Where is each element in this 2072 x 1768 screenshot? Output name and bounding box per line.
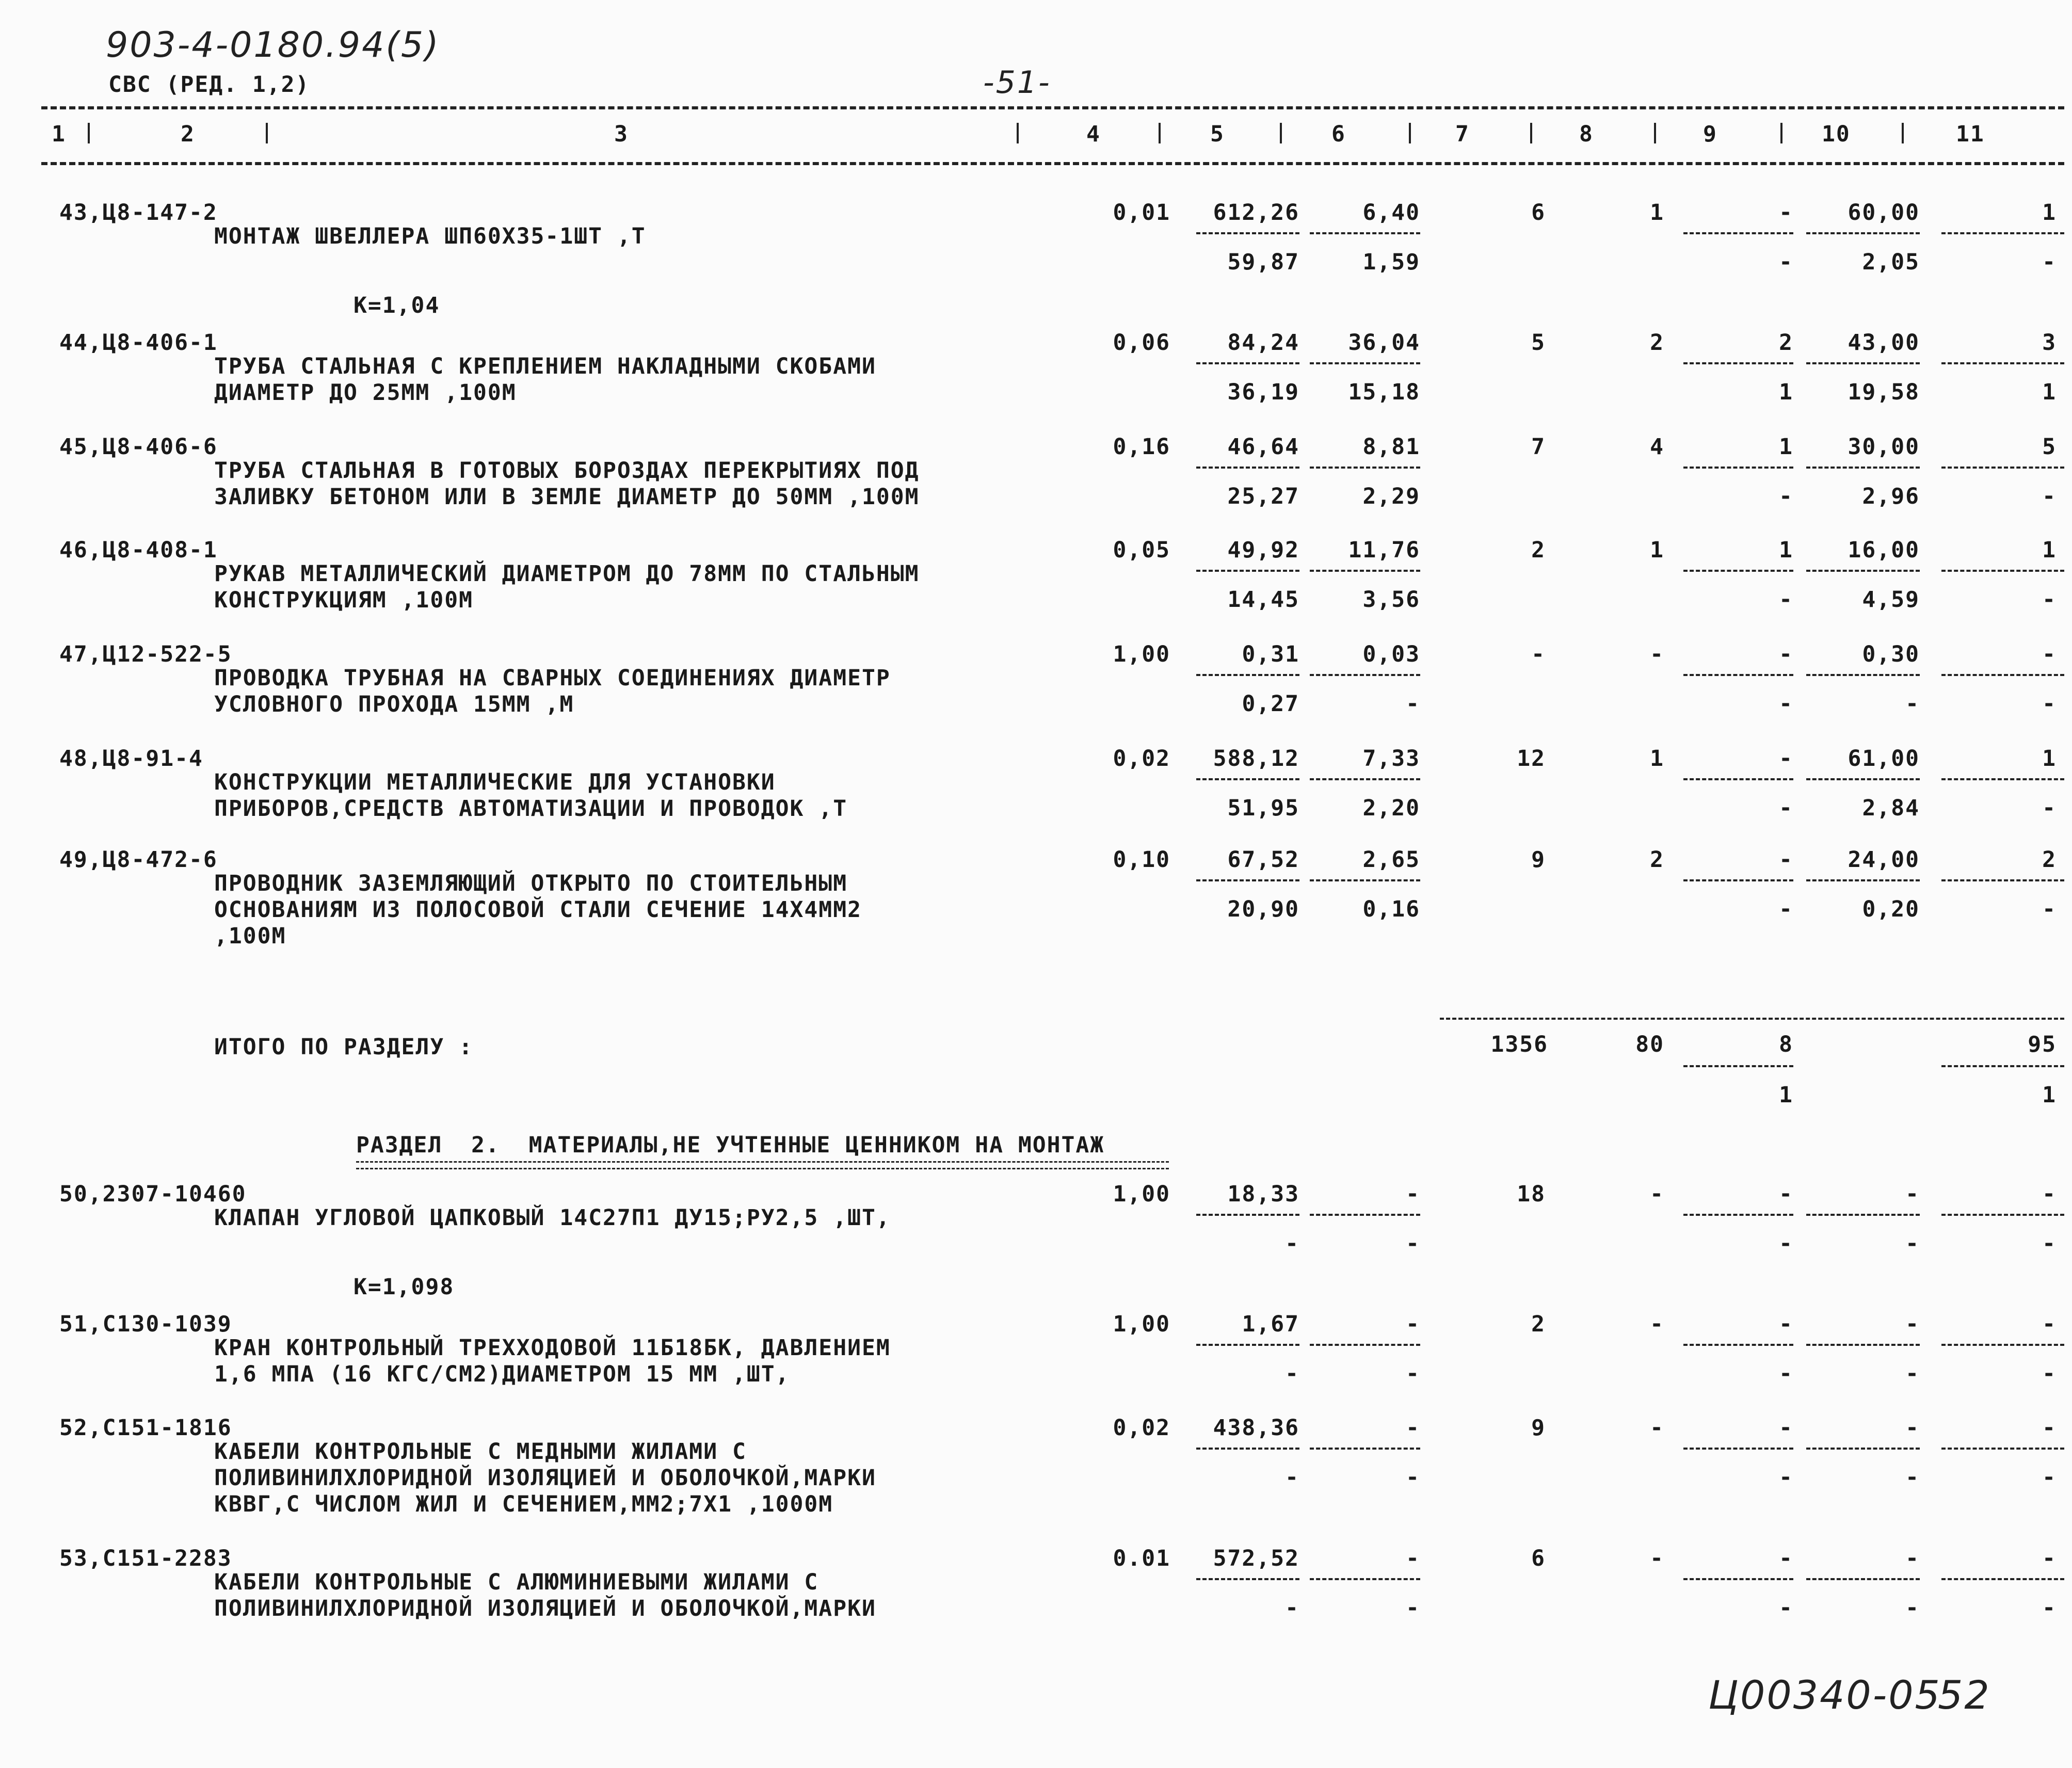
cell-c9: - [1779, 1181, 1793, 1207]
cell-c6: - [1406, 1415, 1420, 1441]
cell-c8: - [1650, 1311, 1664, 1337]
fraction-line-c10 [1806, 1578, 1920, 1580]
cell-c11b: - [2042, 1231, 2057, 1257]
cell-c5b: 0,27 [1242, 691, 1299, 717]
fraction-line-c5 [1196, 362, 1299, 364]
cell-c5b: 14,45 [1227, 587, 1299, 613]
cell-c9: - [1779, 1546, 1793, 1571]
fraction-line-c5 [1196, 778, 1299, 780]
fraction-line-c11 [1941, 1578, 2064, 1580]
cell-c6b: - [1406, 1361, 1420, 1387]
cell-c10b: 4,59 [1862, 587, 1920, 613]
cell-c5b: 51,95 [1227, 795, 1299, 821]
item-description-line: ТРУБА СТАЛЬНАЯ В ГОТОВЫХ БОРОЗДАХ ПЕРЕКРЫТИЯХ ПОД [214, 458, 920, 484]
cell-c11: 1 [2042, 746, 2057, 772]
total-c8: 80 [1635, 1032, 1664, 1057]
item-description-line: ПРОВОДНИК ЗАЗЕМЛЯЮЩИЙ ОТКРЫТО ПО СТОИТЕЛЬНЫМ [214, 871, 848, 896]
cell-c5b: - [1285, 1465, 1299, 1490]
cell-c9b: - [1779, 484, 1793, 509]
column-header-3: 3 [614, 121, 629, 147]
item-description-line: ТРУБА СТАЛЬНАЯ С КРЕПЛЕНИЕМ НАКЛАДНЫМИ СКОБАМИ [214, 353, 876, 379]
sheet-number: 52 [1938, 1672, 1991, 1718]
item-description-line: КРАН КОНТРОЛЬНЫЙ ТРЕХХОДОВОЙ 11Б18БК, ДАВЛЕНИЕМ [214, 1335, 891, 1361]
cell-c11b: - [2042, 249, 2057, 275]
fraction-line-c5 [1196, 467, 1299, 469]
cell-c5b: 25,27 [1227, 484, 1299, 509]
fraction-line-c10 [1806, 674, 1920, 676]
cell-c6b: 1,59 [1362, 249, 1420, 275]
fraction-line-c5 [1196, 879, 1299, 881]
fraction-line-c11 [1941, 570, 2064, 572]
column-header-5: 5 [1210, 121, 1225, 147]
item-code: 48,Ц8-91-4 [59, 746, 203, 772]
document-subtitle: СВС (РЕД. 1,2) [108, 72, 310, 98]
fraction-line-c10 [1806, 778, 1920, 780]
cell-c9b: - [1779, 1595, 1793, 1621]
cell-c7: 9 [1531, 1415, 1546, 1441]
total-fraction-c11 [1941, 1065, 2064, 1067]
fraction-line-c10 [1806, 879, 1920, 881]
coefficient-note: К=1,04 [354, 293, 440, 318]
cell-c6: - [1406, 1311, 1420, 1337]
cell-c11: 5 [2042, 434, 2057, 460]
cell-c6b: - [1406, 1465, 1420, 1490]
header-rule-bottom [41, 162, 2064, 165]
fraction-line-c11 [1941, 467, 2064, 469]
item-description-line: КВВГ,С ЧИСЛОМ ЖИЛ И СЕЧЕНИЕМ,ММ2;7Х1 ,1000М [214, 1491, 833, 1517]
cell-c6: 6,40 [1362, 200, 1420, 226]
cell-c10: 60,00 [1848, 200, 1920, 226]
fraction-line-c9 [1683, 362, 1793, 364]
cell-c11: - [2042, 1311, 2057, 1337]
cell-c8: 1 [1650, 746, 1664, 772]
cell-c7: 7 [1531, 434, 1546, 460]
item-code: 51,С130-1039 [59, 1311, 232, 1337]
cell-c10: - [1905, 1311, 1920, 1337]
document-code: 903-4-0180.94(5) [106, 25, 440, 66]
cell-c11b: - [2042, 1595, 2057, 1621]
cell-c11: - [2042, 641, 2057, 667]
cell-c5: 1,67 [1242, 1311, 1299, 1337]
item-code: 44,Ц8-406-1 [59, 330, 218, 356]
cell-c4: 1,00 [1113, 1311, 1170, 1337]
item-code: 53,С151-2283 [59, 1546, 232, 1571]
cell-c9: - [1779, 746, 1793, 772]
cell-c11b: - [2042, 587, 2057, 613]
cell-c6: 36,04 [1348, 330, 1420, 356]
cell-c9: 1 [1779, 537, 1793, 563]
fraction-line-c11 [1941, 232, 2064, 234]
column-header-11: 11 [1956, 121, 1985, 147]
item-code: 45,Ц8-406-6 [59, 434, 218, 460]
cell-c8: - [1650, 641, 1664, 667]
cell-c11b: - [2042, 1465, 2057, 1490]
item-description-line: КОНСТРУКЦИИ МЕТАЛЛИЧЕСКИЕ ДЛЯ УСТАНОВКИ [214, 769, 776, 795]
fraction-line-c9 [1683, 674, 1793, 676]
cell-c9: - [1779, 847, 1793, 873]
fraction-line-c6 [1310, 1344, 1420, 1346]
cell-c6b: 0,16 [1362, 896, 1420, 922]
cell-c10b: 0,20 [1862, 896, 1920, 922]
item-code: 46,Ц8-408-1 [59, 537, 218, 563]
total-c9b: 1 [1779, 1082, 1793, 1108]
coefficient-note: К=1,098 [354, 1274, 455, 1300]
column-header-2: 2 [181, 121, 195, 147]
fraction-line-c5 [1196, 1214, 1299, 1216]
cell-c10b: - [1905, 1595, 1920, 1621]
cell-c10b: - [1905, 1231, 1920, 1257]
cell-c6: 0,03 [1362, 641, 1420, 667]
fraction-line-c5 [1196, 1344, 1299, 1346]
cell-c8: 2 [1650, 847, 1664, 873]
cell-c7: 6 [1531, 1546, 1546, 1571]
fraction-line-c10 [1806, 232, 1920, 234]
cell-c7: - [1531, 641, 1546, 667]
cell-c10: - [1905, 1181, 1920, 1207]
cell-c6: - [1406, 1181, 1420, 1207]
fraction-line-c10 [1806, 570, 1920, 572]
total-c11: 95 [2028, 1032, 2057, 1057]
column-separator [1654, 123, 1656, 143]
column-header-9: 9 [1703, 121, 1717, 147]
cell-c10: 30,00 [1848, 434, 1920, 460]
fraction-line-c11 [1941, 778, 2064, 780]
cell-c4: 0,02 [1113, 1415, 1170, 1441]
fraction-line-c10 [1806, 1344, 1920, 1346]
cell-c6b: - [1406, 1595, 1420, 1621]
column-separator [266, 123, 268, 143]
total-c11b: 1 [2042, 1082, 2057, 1108]
cell-c11b: - [2042, 484, 2057, 509]
item-description-line: МОНТАЖ ШВЕЛЛЕРА ШП60Х35-1ШТ ,Т [214, 223, 646, 249]
cell-c10b: 19,58 [1848, 379, 1920, 405]
fraction-line-c10 [1806, 1448, 1920, 1450]
item-description-line: РУКАВ МЕТАЛЛИЧЕСКИЙ ДИАМЕТРОМ ДО 78ММ ПО СТАЛЬНЫМ [214, 561, 920, 587]
cell-c8: 1 [1650, 537, 1664, 563]
cell-c9: - [1779, 1311, 1793, 1337]
column-header-4: 4 [1086, 121, 1101, 147]
cell-c9b: - [1779, 249, 1793, 275]
cell-c8: 1 [1650, 200, 1664, 226]
cell-c11b: - [2042, 1361, 2057, 1387]
fraction-line-c6 [1310, 232, 1420, 234]
item-description-line: ЗАЛИВКУ БЕТОНОМ ИЛИ В ЗЕМЛЕ ДИАМЕТР ДО 50ММ ,100М [214, 484, 920, 510]
cell-c11b: - [2042, 795, 2057, 821]
fraction-line-c9 [1683, 1344, 1793, 1346]
cell-c6b: 2,20 [1362, 795, 1420, 821]
cell-c5b: 20,90 [1227, 896, 1299, 922]
cell-c11b: - [2042, 691, 2057, 717]
item-code: 49,Ц8-472-6 [59, 847, 218, 873]
column-header-1: 1 [52, 121, 66, 147]
cell-c5: 18,33 [1227, 1181, 1299, 1207]
item-description-line: ПОЛИВИНИЛХЛОРИДНОЙ ИЗОЛЯЦИЕЙ И ОБОЛОЧКОЙ,МАРКИ [214, 1465, 876, 1491]
total-label: ИТОГО ПО РАЗДЕЛУ : [214, 1034, 473, 1060]
fraction-line-c6 [1310, 570, 1420, 572]
cell-c9: 2 [1779, 330, 1793, 356]
cell-c10: - [1905, 1546, 1920, 1571]
cell-c4: 0.01 [1113, 1546, 1170, 1571]
cell-c6: 2,65 [1362, 847, 1420, 873]
fraction-line-c9 [1683, 1578, 1793, 1580]
cell-c5b: - [1285, 1361, 1299, 1387]
column-separator [1409, 123, 1411, 143]
cell-c6: 11,76 [1348, 537, 1420, 563]
cell-c9b: - [1779, 896, 1793, 922]
fraction-line-c5 [1196, 674, 1299, 676]
cell-c5: 588,12 [1213, 746, 1299, 772]
cell-c10: 16,00 [1848, 537, 1920, 563]
cell-c9b: - [1779, 1465, 1793, 1490]
header-rule-top [41, 106, 2064, 109]
fraction-line-c11 [1941, 1448, 2064, 1450]
item-description-line: ДИАМЕТР ДО 25ММ ,100М [214, 380, 517, 406]
cell-c9b: - [1779, 587, 1793, 613]
cell-c10b: 2,96 [1862, 484, 1920, 509]
cell-c7: 12 [1517, 746, 1546, 772]
column-separator [1780, 123, 1782, 143]
cell-c6b: - [1406, 1231, 1420, 1257]
item-description-line: КЛАПАН УГЛОВОЙ ЦАПКОВЫЙ 14С27П1 ДУ15;РУ2,5 ,ШТ, [214, 1205, 891, 1231]
column-separator [88, 123, 90, 143]
cell-c5: 67,52 [1227, 847, 1299, 873]
cell-c11: 2 [2042, 847, 2057, 873]
cell-c9b: 1 [1779, 379, 1793, 405]
cell-c5b: - [1285, 1231, 1299, 1257]
column-separator [1530, 123, 1532, 143]
fraction-line-c5 [1196, 570, 1299, 572]
cell-c7: 9 [1531, 847, 1546, 873]
cell-c10b: - [1905, 1465, 1920, 1490]
column-header-8: 8 [1579, 121, 1594, 147]
cell-c6b: 3,56 [1362, 587, 1420, 613]
cell-c11: 3 [2042, 330, 2057, 356]
item-description-line: 1,6 МПА (16 КГС/СМ2)ДИАМЕТРОМ 15 ММ ,ШТ, [214, 1361, 790, 1387]
cell-c4: 1,00 [1113, 1181, 1170, 1207]
cell-c10: 43,00 [1848, 330, 1920, 356]
fraction-line-c11 [1941, 1214, 2064, 1216]
cell-c6: 8,81 [1362, 434, 1420, 460]
item-description-line: УСЛОВНОГО ПРОХОДА 15ММ ,М [214, 692, 574, 717]
cell-c11: - [2042, 1415, 2057, 1441]
cell-c10: - [1905, 1415, 1920, 1441]
cell-c11: 1 [2042, 200, 2057, 226]
fraction-line-c6 [1310, 362, 1420, 364]
cell-c5: 0,31 [1242, 641, 1299, 667]
fraction-line-c9 [1683, 778, 1793, 780]
cell-c9b: - [1779, 1361, 1793, 1387]
fraction-line-c6 [1310, 1578, 1420, 1580]
column-header-10: 10 [1822, 121, 1851, 147]
fraction-line-c11 [1941, 879, 2064, 881]
item-description-line: ОСНОВАНИЯМ ИЗ ПОЛОСОВОЙ СТАЛИ СЕЧЕНИЕ 14Х4ММ2 [214, 897, 862, 923]
cell-c9b: - [1779, 1231, 1793, 1257]
item-code: 43,Ц8-147-2 [59, 200, 218, 226]
item-description-line: ПРИБОРОВ,СРЕДСТВ АВТОМАТИЗАЦИИ И ПРОВОДОК ,Т [214, 796, 848, 822]
item-description-line: ПРОВОДКА ТРУБНАЯ НА СВАРНЫХ СОЕДИНЕНИЯХ ДИАМЕТР [214, 665, 891, 691]
fraction-line-c5 [1196, 232, 1299, 234]
cell-c6b: 15,18 [1348, 379, 1420, 405]
fraction-line-c10 [1806, 1214, 1920, 1216]
section-2-underline [356, 1161, 1169, 1169]
section-2-title: РАЗДЕЛ 2. МАТЕРИАЛЫ,НЕ УЧТЕННЫЕ ЦЕННИКОМ НА МОНТАЖ [356, 1132, 1105, 1158]
fraction-line-c9 [1683, 1214, 1793, 1216]
cell-c8: - [1650, 1546, 1664, 1571]
cell-c11: - [2042, 1546, 2057, 1571]
cell-c4: 0,06 [1113, 330, 1170, 356]
cell-c10: 24,00 [1848, 847, 1920, 873]
column-header-6: 6 [1331, 121, 1346, 147]
cell-c4: 1,00 [1113, 641, 1170, 667]
cell-c5b: 59,87 [1227, 249, 1299, 275]
item-code: 52,С151-1816 [59, 1415, 232, 1441]
cell-c9b: - [1779, 795, 1793, 821]
cell-c10b: - [1905, 691, 1920, 717]
cell-c6b: - [1406, 691, 1420, 717]
cell-c6b: 2,29 [1362, 484, 1420, 509]
cell-c10: 0,30 [1862, 641, 1920, 667]
cell-c7: 18 [1517, 1181, 1546, 1207]
fraction-line-c11 [1941, 362, 2064, 364]
cell-c4: 0,10 [1113, 847, 1170, 873]
cell-c9b: - [1779, 691, 1793, 717]
total-fraction-c9 [1683, 1065, 1793, 1067]
page-number: -51- [983, 65, 1051, 101]
cell-c10b: 2,84 [1862, 795, 1920, 821]
fraction-line-c10 [1806, 467, 1920, 469]
cell-c11b: - [2042, 896, 2057, 922]
cell-c9: - [1779, 1415, 1793, 1441]
item-description-line: КАБЕЛИ КОНТРОЛЬНЫЕ С АЛЮМИНИЕВЫМИ ЖИЛАМИ С [214, 1569, 819, 1595]
cell-c4: 0,02 [1113, 746, 1170, 772]
cell-c9: 1 [1779, 434, 1793, 460]
cell-c8: - [1650, 1181, 1664, 1207]
column-header-7: 7 [1455, 121, 1470, 147]
cell-c4: 0,01 [1113, 200, 1170, 226]
fraction-line-c5 [1196, 1448, 1299, 1450]
cell-c11: - [2042, 1181, 2057, 1207]
cell-c5b: 36,19 [1227, 379, 1299, 405]
fraction-line-c6 [1310, 1214, 1420, 1216]
cell-c10b: - [1905, 1361, 1920, 1387]
fraction-line-c6 [1310, 467, 1420, 469]
cell-c7: 2 [1531, 1311, 1546, 1337]
fraction-line-c9 [1683, 467, 1793, 469]
cell-c8: 2 [1650, 330, 1664, 356]
cell-c10b: 2,05 [1862, 249, 1920, 275]
cell-c5: 438,36 [1213, 1415, 1299, 1441]
fraction-line-c9 [1683, 1448, 1793, 1450]
column-separator [1017, 123, 1019, 143]
cell-c7: 2 [1531, 537, 1546, 563]
cell-c5: 49,92 [1227, 537, 1299, 563]
total-rule [1440, 1018, 2064, 1020]
cell-c9: - [1779, 200, 1793, 226]
total-c9: 8 [1779, 1032, 1793, 1057]
item-description-line: ,100М [214, 923, 286, 949]
fraction-line-c5 [1196, 1578, 1299, 1580]
fraction-line-c9 [1683, 232, 1793, 234]
stamp-code: Ц00340-05 [1708, 1672, 1941, 1718]
cell-c5b: - [1285, 1595, 1299, 1621]
fraction-line-c6 [1310, 778, 1420, 780]
column-separator [1280, 123, 1282, 143]
cell-c4: 0,05 [1113, 537, 1170, 563]
column-separator [1159, 123, 1161, 143]
item-description-line: ПОЛИВИНИЛХЛОРИДНОЙ ИЗОЛЯЦИЕЙ И ОБОЛОЧКОЙ,МАРКИ [214, 1596, 876, 1621]
fraction-line-c9 [1683, 570, 1793, 572]
cell-c5: 612,26 [1213, 200, 1299, 226]
cell-c5: 46,64 [1227, 434, 1299, 460]
item-code: 47,Ц12-522-5 [59, 641, 232, 667]
column-separator [1902, 123, 1904, 143]
item-code: 50,2307-10460 [59, 1181, 247, 1207]
cell-c10: 61,00 [1848, 746, 1920, 772]
cell-c4: 0,16 [1113, 434, 1170, 460]
fraction-line-c9 [1683, 879, 1793, 881]
cell-c5: 84,24 [1227, 330, 1299, 356]
fraction-line-c6 [1310, 879, 1420, 881]
cell-c6: - [1406, 1546, 1420, 1571]
item-description-line: КАБЕЛИ КОНТРОЛЬНЫЕ С МЕДНЫМИ ЖИЛАМИ С [214, 1439, 747, 1465]
cell-c6: 7,33 [1362, 746, 1420, 772]
cell-c9: - [1779, 641, 1793, 667]
cell-c11: 1 [2042, 537, 2057, 563]
cell-c7: 6 [1531, 200, 1546, 226]
fraction-line-c11 [1941, 1344, 2064, 1346]
fraction-line-c11 [1941, 674, 2064, 676]
cell-c8: 4 [1650, 434, 1664, 460]
fraction-line-c6 [1310, 1448, 1420, 1450]
cell-c8: - [1650, 1415, 1664, 1441]
cell-c5: 572,52 [1213, 1546, 1299, 1571]
total-c7: 1356 [1490, 1032, 1548, 1057]
item-description-line: КОНСТРУКЦИЯМ ,100М [214, 587, 473, 613]
cell-c7: 5 [1531, 330, 1546, 356]
fraction-line-c10 [1806, 362, 1920, 364]
cell-c11b: 1 [2042, 379, 2057, 405]
fraction-line-c6 [1310, 674, 1420, 676]
